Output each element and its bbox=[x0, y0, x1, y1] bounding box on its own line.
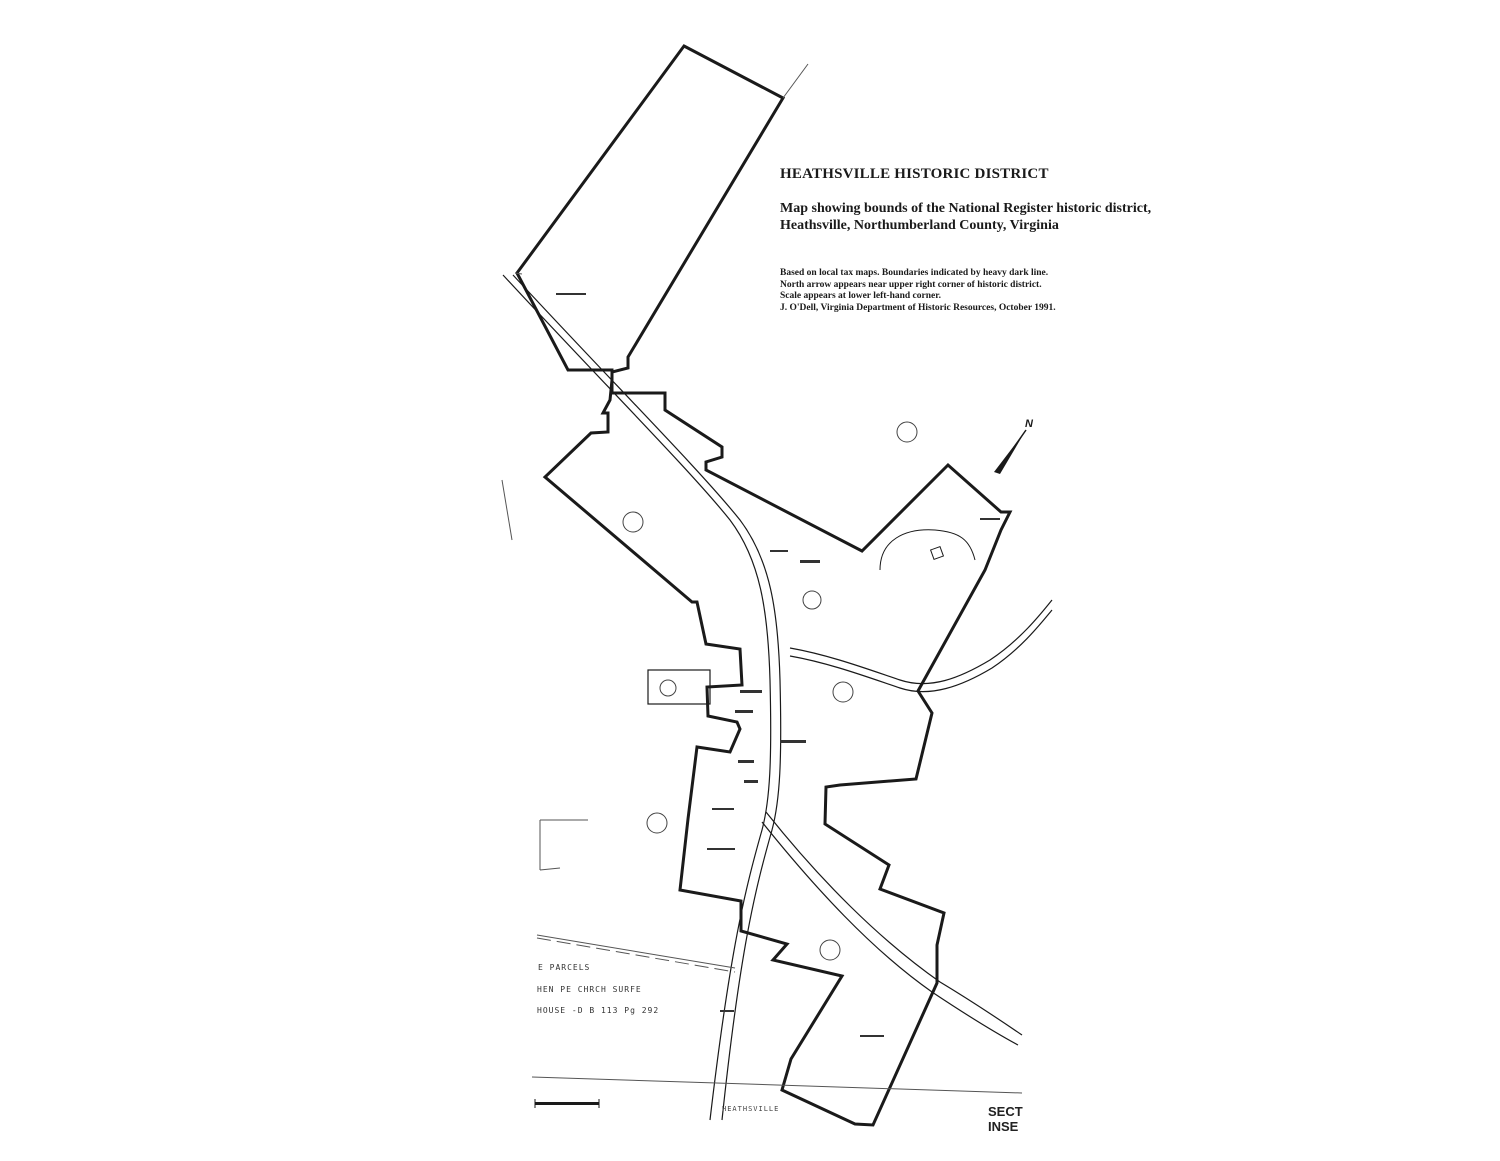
driveway bbox=[880, 530, 975, 570]
parcel-label: HOUSE -D B 113 Pg 292 bbox=[537, 1006, 660, 1015]
map-subtitle: Map showing bounds of the National Register historic district, Heathsville, Northumberland County, Virginia bbox=[780, 201, 1152, 233]
parcel-label: HEN PE CHRCH SURFE bbox=[537, 985, 642, 994]
southeast-road-edge bbox=[762, 822, 1018, 1045]
southeast-road bbox=[766, 812, 1022, 1035]
scale-bar-icon bbox=[535, 1099, 599, 1108]
map-note: Based on local tax maps. Boundaries indicated by heavy dark line. bbox=[780, 268, 1049, 278]
west-parcel bbox=[648, 670, 710, 704]
building bbox=[931, 547, 944, 560]
map-note: Scale appears at lower left-hand corner. bbox=[780, 291, 941, 301]
parcel-label: E PARCELS bbox=[538, 963, 591, 972]
map-notes bbox=[780, 268, 1180, 314]
section-label-line: INSE bbox=[988, 1119, 1019, 1134]
map-note: North arrow appears near upper right corner of historic district. bbox=[780, 279, 1042, 290]
map-title: HEATHSVILLE HISTORIC DISTRICT bbox=[780, 166, 1049, 182]
map-note: J. O'Dell, Virginia Department of Historic Resources, October 1991. bbox=[780, 302, 1056, 313]
north-label: N bbox=[1025, 418, 1033, 430]
section-label-line: SECT bbox=[988, 1104, 1023, 1119]
east-road bbox=[790, 600, 1052, 684]
road-label: HEATHSVILLE bbox=[722, 1105, 780, 1113]
east-road-edge bbox=[790, 610, 1052, 692]
north-arrow-icon bbox=[994, 430, 1026, 474]
section-label bbox=[988, 1104, 1023, 1134]
